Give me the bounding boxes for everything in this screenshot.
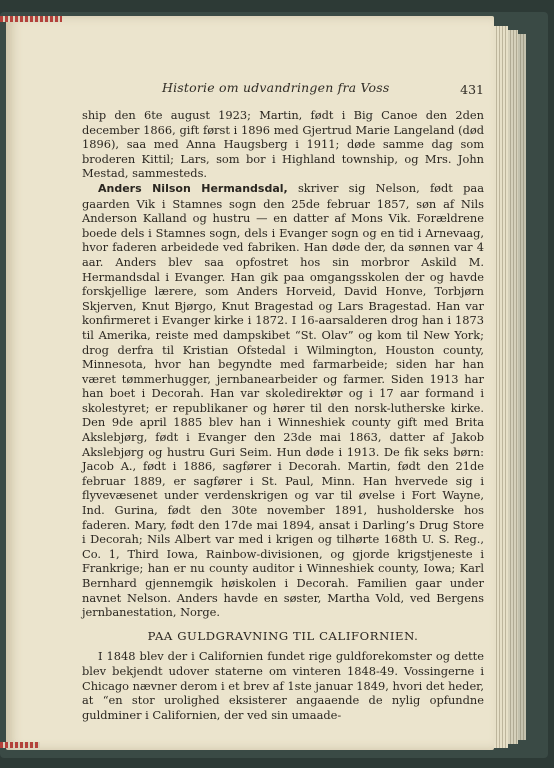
paragraph [82, 181, 484, 620]
running-head: Historie om udvandringen fra Voss [162, 80, 390, 95]
page-edges [518, 34, 526, 740]
page-edges [494, 26, 508, 748]
page-number: 431 [460, 82, 484, 97]
section-title: PAA GULDGRAVNING TIL CALIFORNIEN. [147, 628, 419, 643]
paragraph-text: skriver sig Nelson, født paa gaarden Vik i Stamnes sogn den 25de februar 1857, søn af Nils Anderson Kalland og hustru — en datter af Mons Vik. Forældrene boede dels i Stamnes sogn, dels i Evanger sogn og en tid i Arnevaag, hvor faderen arbeidede ved fabriken. Han døde der, da sønnen var 4 aar. Anders blev saa opfostret hos sin morbror Askild M. Hermandsdal i Evanger. Han gik paa omgangsskolen der og havde forskjellige lærere, som Anders Horveid, David Honve, Torbjørn Skjerven, Knut Bjørgo, Knut Bragestad og Lars Bragestad. Han var konfirmeret i Evanger kirke i 1872. I 16-aarsalderen drog han i 1873 til Amerika, reiste med dampskibet “St. Olav” og kom til New York; drog derfra til Kristian Ofstedal i Wilmington, Houston county, Minnesota, hvor han begyndte med farmarbeide; siden har han været tømmerhugger, jernbanearbeider og farmer. Siden 1913 har han boet i Decorah. Han var skoledirektør og i 17 aar formand i skolestyret; er republikaner og hører til den norsk-lutherske kirke. Den 9de april 1885 blev han i Winneshiek county gift med Brita Akslebjørg, født i Evanger den 23de mai 1863, datter af Jakob Akslebjørg og hustru Guri Seim. Hun døde i 1913. De fik seks børn: Jacob A., født i 1886, sagfører i Decorah. Martin, født den 21de februar 1889, er sagfører i St. Paul, Minn. Han hvervede sig i flyvevæsenet under verdenskrigen og var til øvelse i Fort Wayne, Ind. Gurina, født den 30te november 1891, husholderske hos faderen. Mary, født den 17de mai 1894, ansat i Darling’s Drug Store i Decorah; Nils Albert var med i krigen og tilhørte 168th U. S. Reg., Co. 1, Third Iowa, Rainbow-divisionen, og gjorde krigstjeneste i Frankrige; han er nu county auditor i Winneshiek county, Iowa; Karl Bernhard gjennemgik høiskolen i Decorah. Familien gaar under navnet Nelson. Anders havde en søster, Martha Vold, ved Bergens jernbanestation, Norge. [82, 180, 485, 620]
paragraph: ship den 6te august 1923; Martin, født i Big Canoe den 2den december 1866, gift først i 1896 med Gjertrud Marie Langeland (død 1896), saa med Anna Haugsberg i 1911; døde samme dag som broderen Kittil; Lars, som bor i Highland township, og Mrs. John Mestad, sammesteds. [82, 108, 484, 181]
paragraph: I 1848 blev der i Californien fundet rige guldforekomster og dette blev bekjendt udover staterne om vinteren 1848-49. Vossingerne i Chicago nævner derom i et brev af 1ste januar 1849, hvori det heder, at “en stor urolighed eksisterer angaaende de nylig opfundne guldminer i Californien, der ved sin umaade- [82, 649, 484, 722]
binding-ribbon [0, 742, 40, 748]
body-text [82, 108, 484, 722]
person-name: Anders Nilson Hermandsdal, [98, 181, 288, 195]
page-header [82, 78, 484, 98]
binding-ribbon [0, 16, 62, 22]
page-edges [508, 30, 518, 744]
